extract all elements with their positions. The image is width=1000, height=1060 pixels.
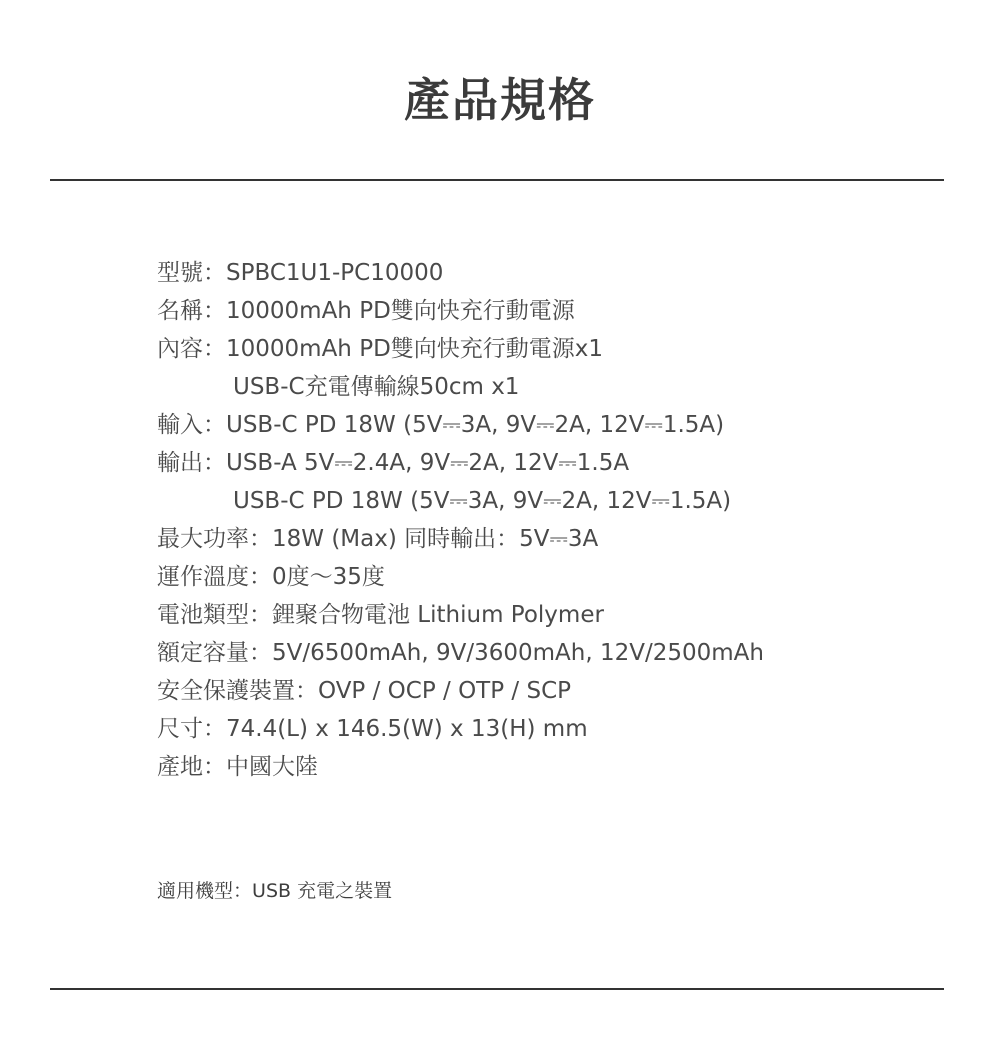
spec-separator: ： — [249, 602, 272, 628]
spec-value: USB-C充電傳輸線50cm x1 — [233, 374, 520, 400]
applicable-separator: ： — [233, 880, 253, 902]
spec-label: 尺寸 — [157, 716, 203, 742]
spec-row-model — [157, 254, 937, 292]
top-divider — [50, 179, 944, 181]
spec-row-contents-continued — [157, 368, 937, 406]
spec-separator: ： — [203, 336, 226, 362]
spec-value: OVP / OCP / OTP / SCP — [318, 678, 571, 704]
spec-separator: ： — [203, 412, 226, 438]
spec-label: 型號 — [157, 260, 203, 286]
spec-value: 74.4(L) x 146.5(W) x 13(H) mm — [226, 716, 588, 742]
spec-separator: ： — [295, 678, 318, 704]
spec-label: 內容 — [157, 336, 203, 362]
spec-separator: ： — [203, 754, 226, 780]
applicable-value: USB 充電之裝置 — [252, 880, 393, 902]
spec-separator: ： — [203, 298, 226, 324]
spec-list — [157, 254, 937, 786]
spec-value: SPBC1U1-PC10000 — [226, 260, 444, 286]
spec-value: 5V/6500mAh, 9V/3600mAh, 12V/2500mAh — [272, 640, 764, 666]
spec-label: 產地 — [157, 754, 203, 780]
spec-row-battery-type — [157, 596, 937, 634]
spec-label: 運作溫度 — [157, 564, 249, 590]
spec-row-origin — [157, 748, 937, 786]
spec-label: 安全保護裝置 — [157, 678, 295, 704]
spec-value: USB-A 5V⎓2.4A, 9V⎓2A, 12V⎓1.5A — [226, 450, 630, 476]
spec-value: 鋰聚合物電池 Lithium Polymer — [272, 602, 604, 628]
spec-value: USB-C PD 18W (5V⎓3A, 9V⎓2A, 12V⎓1.5A) — [226, 412, 725, 438]
spec-label: 輸入 — [157, 412, 203, 438]
spec-separator: ： — [249, 526, 272, 552]
spec-separator: ： — [203, 716, 226, 742]
spec-value: 18W (Max) 同時輸出：5V⎓3A — [272, 526, 599, 552]
spec-separator: ： — [249, 640, 272, 666]
spec-separator: ： — [203, 260, 226, 286]
spec-row-input — [157, 406, 937, 444]
bottom-divider — [50, 988, 944, 990]
spec-label: 電池類型 — [157, 602, 249, 628]
spec-row-protection — [157, 672, 937, 710]
spec-row-output-continued — [157, 482, 937, 520]
spec-value: 10000mAh PD雙向快充行動電源 — [226, 298, 575, 324]
applicable-devices — [157, 876, 392, 906]
spec-label: 名稱 — [157, 298, 203, 324]
spec-row-output — [157, 444, 937, 482]
spec-label: 最大功率 — [157, 526, 249, 552]
spec-label: 額定容量 — [157, 640, 249, 666]
spec-value: 0度～35度 — [272, 564, 385, 590]
spec-row-max-power — [157, 520, 937, 558]
spec-value: USB-C PD 18W (5V⎓3A, 9V⎓2A, 12V⎓1.5A) — [233, 488, 732, 514]
spec-label: 輸出 — [157, 450, 203, 476]
spec-value: 10000mAh PD雙向快充行動電源x1 — [226, 336, 604, 362]
page-title: 產品規格 — [404, 73, 596, 127]
applicable-label: 適用機型 — [157, 880, 234, 902]
spec-row-dimensions — [157, 710, 937, 748]
spec-separator: ： — [249, 564, 272, 590]
spec-row-contents — [157, 330, 937, 368]
spec-value: 中國大陸 — [226, 754, 318, 780]
spec-row-operating-temp — [157, 558, 937, 596]
spec-row-rated-capacity — [157, 634, 937, 672]
spec-row-name — [157, 292, 937, 330]
spec-separator: ： — [203, 450, 226, 476]
